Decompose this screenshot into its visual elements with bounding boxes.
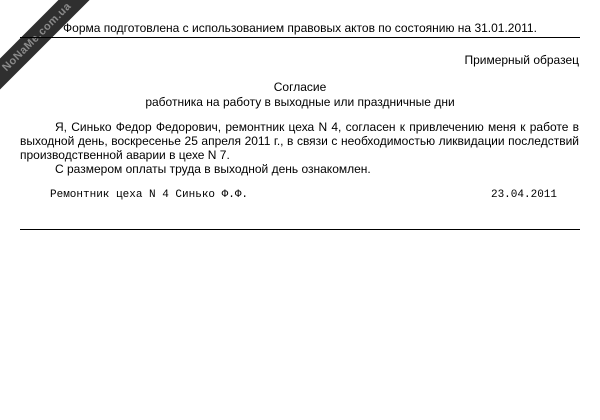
signature-date: 23.04.2011 bbox=[490, 189, 557, 201]
footer-divider bbox=[20, 229, 580, 230]
pay-acknowledgement-paragraph: С размером оплаты труда в выходной день ознакомлен. bbox=[55, 162, 371, 176]
header-divider bbox=[20, 37, 580, 38]
document-subtitle: работника на работу в выходные или праздничные дни bbox=[145, 95, 455, 109]
signature-line: Ремонтник цеха N 4 Синько Ф.Ф. bbox=[50, 189, 249, 201]
document-header-note: Форма подготовлена с использованием правовых актов по состоянию на 31.01.2011. bbox=[63, 21, 537, 35]
consent-paragraph: Я, Синько Федор Федорович, ремонтник цеха N 4, согласен к привлечению меня к работе в выходной день, воскресенье 25 апреля 2011 г., в связи с необходимостью ликвидации последствий производственной аварии в цехе N 7. bbox=[20, 120, 579, 162]
document-body bbox=[20, 120, 579, 176]
watermark-text: NoNaMe.com.ua bbox=[0, 0, 74, 74]
document-title: Согласие bbox=[273, 80, 327, 94]
sample-label: Примерный образец bbox=[464, 53, 579, 67]
